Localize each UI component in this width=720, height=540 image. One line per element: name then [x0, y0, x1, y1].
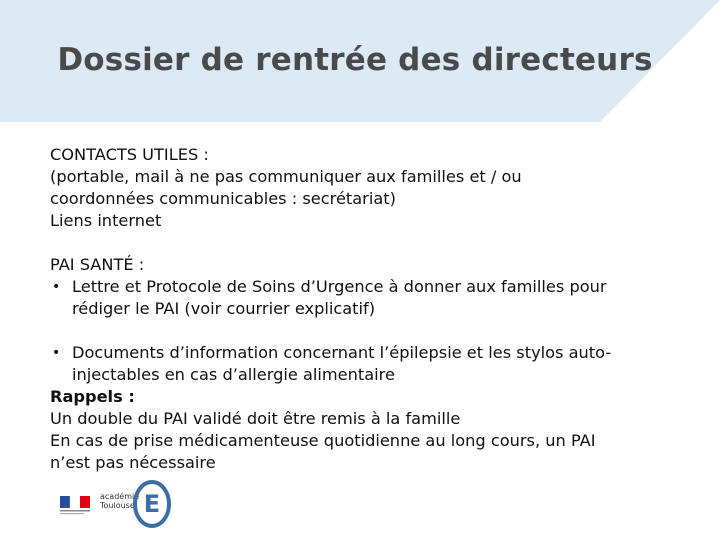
pai-item-2-line-2: injectables en cas d’allergie alimentaire: [72, 365, 395, 384]
education-e-logo-icon: [132, 478, 172, 528]
pai-bullet-item-2: [50, 342, 690, 364]
pai-item-1-line-2: rédiger le PAI (voir courrier explicatif): [72, 299, 376, 318]
pai-bullet-item-1: [50, 276, 690, 298]
contacts-line-2: coordonnées communicables : secrétariat): [50, 189, 396, 208]
rappels-line-1: Un double du PAI validé doit être remis à la famille: [50, 409, 461, 428]
bullet-icon: •: [52, 345, 61, 361]
slide-body: [50, 144, 690, 474]
pai-item-1-line-1: Lettre et Protocole de Soins d’Urgence à donner aux familles pour: [72, 277, 607, 296]
bullet-icon: •: [52, 279, 61, 295]
pai-item-2-line-1: Documents d’information concernant l’épilepsie et les stylos auto-: [72, 343, 612, 362]
contacts-line-3: Liens internet: [50, 211, 162, 230]
academie-logo-text: académie Toulouse: [100, 492, 140, 510]
svg-text:E: E: [143, 490, 161, 518]
rappels-line-3: n’est pas nécessaire: [50, 453, 216, 472]
rappels-line-2: En cas de prise médicamenteuse quotidienne au long cours, un PAI: [50, 431, 596, 450]
pai-heading: PAI SANTÉ :: [50, 255, 145, 274]
rappels-heading: Rappels :: [50, 387, 135, 406]
contacts-line-1: (portable, mail à ne pas communiquer aux familles et / ou: [50, 167, 522, 186]
footer-logos: [60, 478, 170, 528]
contacts-heading: CONTACTS UTILES :: [50, 145, 209, 164]
slide-title: Dossier de rentrée des directeurs: [57, 42, 653, 78]
marianne-flag-logo: [60, 496, 92, 516]
spacer: [50, 320, 690, 342]
spacer: [50, 232, 690, 254]
